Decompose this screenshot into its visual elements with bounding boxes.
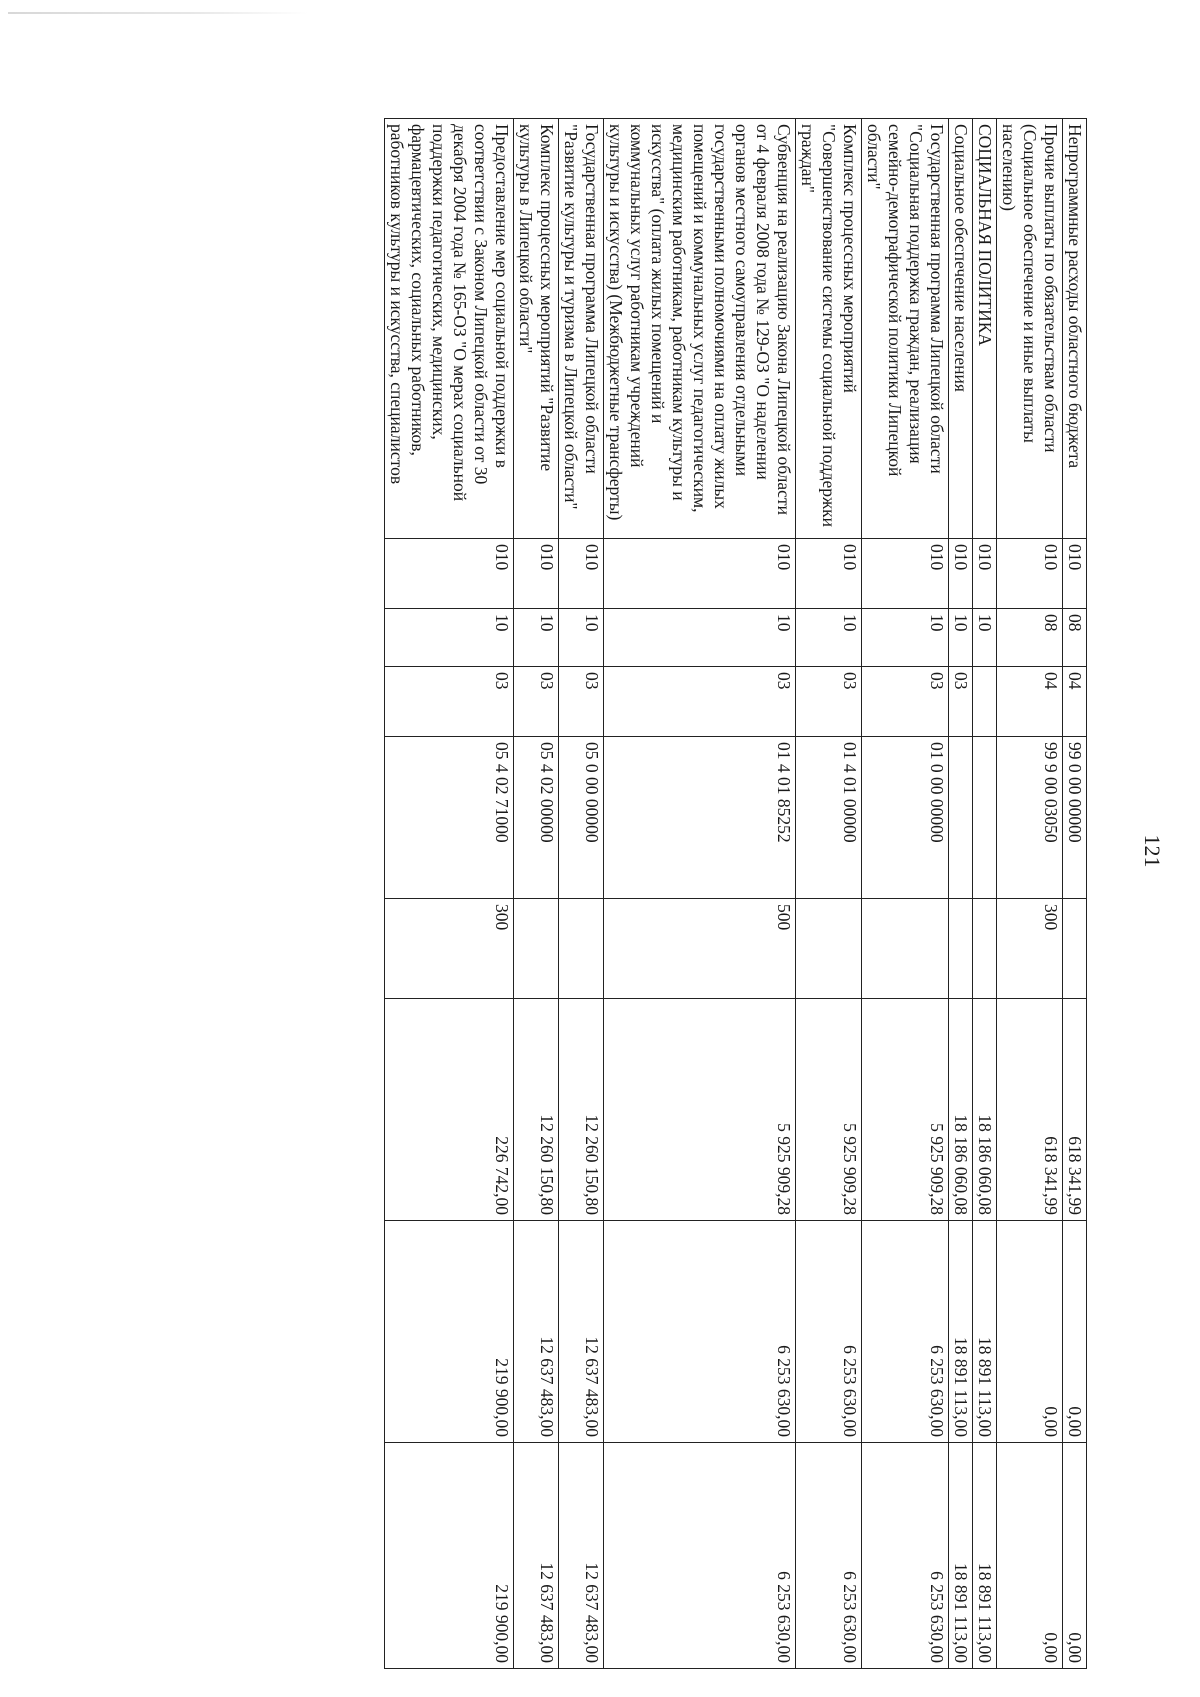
cell-glav: 010 (559, 539, 604, 609)
cell-podrazdel: 03 (796, 667, 862, 737)
cell-razdel: 10 (385, 609, 514, 667)
cell-vr (1063, 899, 1087, 999)
cell-cs: 99 9 00 03050 (997, 737, 1063, 899)
cell-cs: 05 0 00 00000 (559, 737, 604, 899)
cell-podrazdel (973, 667, 997, 737)
table-row (997, 119, 1063, 1669)
cell-sum-1: 618 341,99 (997, 999, 1063, 1221)
cell-glav: 010 (514, 539, 559, 609)
cell-name: Комплекс процессных мероприятий "Совершенствование системы социальной поддержки граждан" (796, 119, 862, 539)
cell-glav: 010 (973, 539, 997, 609)
cell-sum-1: 18 186 060,08 (949, 999, 973, 1221)
cell-sum-2: 6 253 630,00 (796, 1221, 862, 1443)
cell-sum-3: 0,00 (997, 1443, 1063, 1669)
cell-sum-1: 5 925 909,28 (604, 999, 796, 1221)
cell-sum-1: 226 742,00 (385, 999, 514, 1221)
cell-glav: 010 (796, 539, 862, 609)
cell-sum-2: 6 253 630,00 (862, 1221, 949, 1443)
cell-glav: 010 (862, 539, 949, 609)
cell-cs: 05 4 02 71000 (385, 737, 514, 899)
cell-vr (559, 899, 604, 999)
cell-name: Социальное обеспечение населения (949, 119, 973, 539)
cell-glav: 010 (1063, 539, 1087, 609)
table-row (559, 119, 604, 1669)
cell-razdel: 08 (997, 609, 1063, 667)
cell-sum-3: 6 253 630,00 (604, 1443, 796, 1669)
cell-sum-1: 5 925 909,28 (862, 999, 949, 1221)
cell-glav: 010 (997, 539, 1063, 609)
cell-sum-3: 0,00 (1063, 1443, 1087, 1669)
page-number: 121 (1140, 834, 1165, 868)
table-row (514, 119, 559, 1669)
cell-sum-2: 12 637 483,00 (559, 1221, 604, 1443)
table-row (973, 119, 997, 1669)
cell-podrazdel: 04 (1063, 667, 1087, 737)
cell-podrazdel: 04 (997, 667, 1063, 737)
cell-cs: 01 4 01 00000 (796, 737, 862, 899)
cell-name: СОЦИАЛЬНАЯ ПОЛИТИКА (973, 119, 997, 539)
cell-sum-1: 5 925 909,28 (796, 999, 862, 1221)
cell-razdel: 08 (1063, 609, 1087, 667)
budget-table-sheet (102, 118, 1087, 1668)
cell-vr: 500 (604, 899, 796, 999)
cell-sum-2: 6 253 630,00 (604, 1221, 796, 1443)
cell-cs: 99 0 00 00000 (1063, 737, 1087, 899)
cell-name: Государственная программа Липецкой области "Развитие культуры и туризма в Липецкой области" (559, 119, 604, 539)
cell-name: Комплекс процессных мероприятий "Развитие культуры в Липецкой области" (514, 119, 559, 539)
cell-sum-3: 12 637 483,00 (514, 1443, 559, 1669)
scan-artifact-line (8, 12, 308, 14)
cell-vr (949, 899, 973, 999)
cell-name: Субвенция на реализацию Закона Липецкой области от 4 февраля 2008 года № 129-ОЗ "О наделении органов местного самоуправления отдельными государственными полномочиями на оплату жилых помещений и коммунальных услуг педагогическим, медицинским работникам, работникам культуры и искусства" (оплата жилых помещений и коммунальных услуг работникам учреждений культуры и искусства) (Межбюджетные трансферты) (604, 119, 796, 539)
cell-cs: 01 4 01 85252 (604, 737, 796, 899)
table-row (385, 119, 514, 1669)
cell-sum-2: 219 900,00 (385, 1221, 514, 1443)
table-row (949, 119, 973, 1669)
cell-sum-2: 0,00 (997, 1221, 1063, 1443)
cell-razdel: 10 (514, 609, 559, 667)
cell-sum-2: 0,00 (1063, 1221, 1087, 1443)
cell-name: Государственная программа Липецкой области "Социальная поддержка граждан, реализация семейно-демографической политики Липецкой области" (862, 119, 949, 539)
table-row (796, 119, 862, 1669)
cell-sum-3: 18 891 113,00 (949, 1443, 973, 1669)
cell-name: Предоставление мер социальной поддержки в соответствии с Законом Липецкой области от 30 декабря 2004 года № 165-ОЗ "О мерах социальной поддержки педагогических, медицинских, фармацевтических, социальных работников, работников культуры и искусства, специалистов (385, 119, 514, 539)
cell-sum-3: 6 253 630,00 (796, 1443, 862, 1669)
cell-cs (949, 737, 973, 899)
table-row (1063, 119, 1087, 1669)
cell-podrazdel: 03 (385, 667, 514, 737)
cell-sum-1: 18 186 060,08 (973, 999, 997, 1221)
cell-vr (514, 899, 559, 999)
cell-sum-2: 18 891 113,00 (949, 1221, 973, 1443)
cell-razdel: 10 (949, 609, 973, 667)
cell-sum-3: 18 891 113,00 (973, 1443, 997, 1669)
cell-glav: 010 (604, 539, 796, 609)
table-body (385, 119, 1087, 1669)
cell-sum-3: 12 637 483,00 (559, 1443, 604, 1669)
cell-vr: 300 (997, 899, 1063, 999)
cell-podrazdel: 03 (949, 667, 973, 737)
cell-razdel: 10 (796, 609, 862, 667)
cell-vr (862, 899, 949, 999)
cell-sum-3: 219 900,00 (385, 1443, 514, 1669)
cell-sum-1: 12 260 150,80 (559, 999, 604, 1221)
cell-razdel: 10 (862, 609, 949, 667)
cell-razdel: 10 (559, 609, 604, 667)
cell-podrazdel: 03 (559, 667, 604, 737)
cell-sum-2: 12 637 483,00 (514, 1221, 559, 1443)
cell-podrazdel: 03 (862, 667, 949, 737)
cell-sum-2: 18 891 113,00 (973, 1221, 997, 1443)
cell-sum-1: 618 341,99 (1063, 999, 1087, 1221)
cell-podrazdel: 03 (604, 667, 796, 737)
table-row (604, 119, 796, 1669)
cell-vr (796, 899, 862, 999)
cell-vr (973, 899, 997, 999)
cell-glav: 010 (385, 539, 514, 609)
cell-cs: 01 0 00 00000 (862, 737, 949, 899)
cell-sum-3: 6 253 630,00 (862, 1443, 949, 1669)
cell-cs: 05 4 02 00000 (514, 737, 559, 899)
cell-name: Непрограммные расходы областного бюджета (1063, 119, 1087, 539)
cell-razdel: 10 (604, 609, 796, 667)
cell-cs (973, 737, 997, 899)
cell-sum-1: 12 260 150,80 (514, 999, 559, 1221)
table-row (862, 119, 949, 1669)
cell-razdel: 10 (973, 609, 997, 667)
cell-podrazdel: 03 (514, 667, 559, 737)
cell-glav: 010 (949, 539, 973, 609)
cell-name: Прочие выплаты по обязательствам области (Социальное обеспечение и иные выплаты населению) (997, 119, 1063, 539)
cell-vr: 300 (385, 899, 514, 999)
budget-table (384, 118, 1087, 1669)
